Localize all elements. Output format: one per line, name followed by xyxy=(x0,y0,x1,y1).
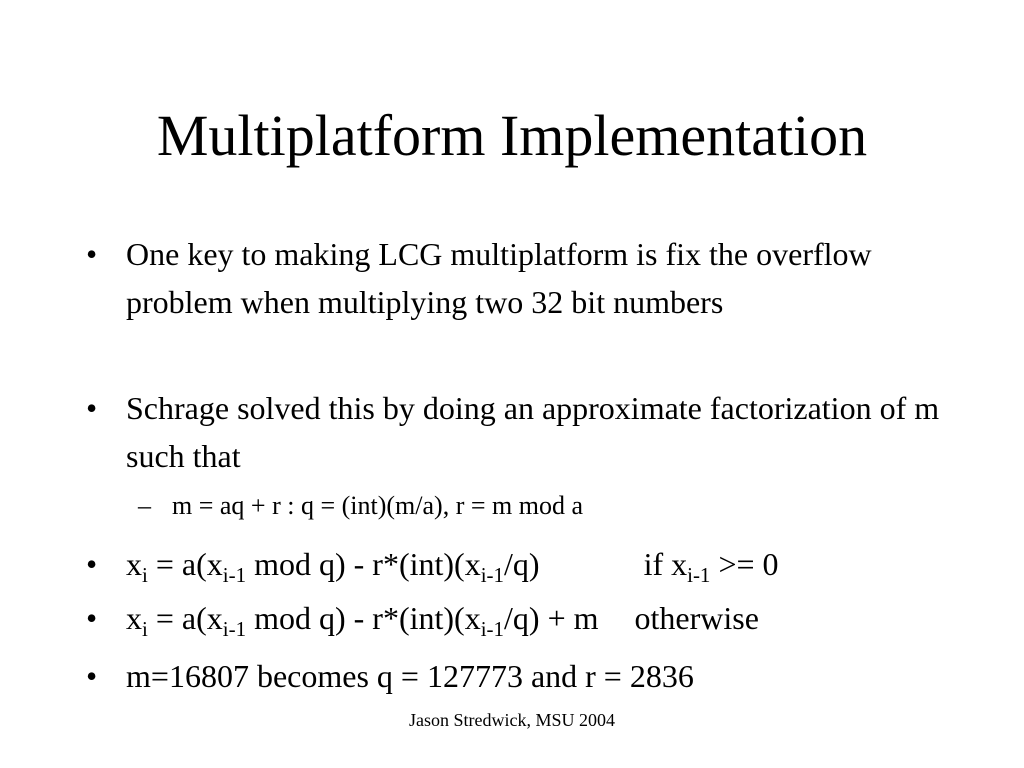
slide-title: Multiplatform Implementation xyxy=(156,103,868,168)
sub-bullet-marker: – xyxy=(138,491,151,520)
subscript-i-1: i-1 xyxy=(222,563,247,587)
subscript-i-1: i-1 xyxy=(480,617,505,641)
condition-text: otherwise xyxy=(634,600,759,636)
var-x: x xyxy=(126,600,142,636)
bullet-marker: • xyxy=(86,546,98,582)
subscript-i-1: i-1 xyxy=(480,563,505,587)
formula-text xyxy=(126,594,946,642)
sub-bullet-text: m = aq + r : q = (int)(m/a), r = m mod a xyxy=(172,491,584,520)
formula-part: = a(x xyxy=(147,600,223,636)
bullet-marker: • xyxy=(86,390,98,426)
subscript-i: i xyxy=(142,617,148,641)
formula-text xyxy=(126,540,946,588)
bullet-marker: • xyxy=(86,600,98,636)
var-x: x xyxy=(126,546,142,582)
subscript-i-1: i-1 xyxy=(222,617,247,641)
formula-part: mod q) - r*(int)(x xyxy=(246,600,481,636)
formula-part: mod q) - r*(int)(x xyxy=(246,546,481,582)
slide-footer: Jason Stredwick, MSU 2004 xyxy=(409,710,615,730)
bullet-marker: • xyxy=(86,236,98,272)
subscript-i-1: i-1 xyxy=(687,563,711,587)
condition-text: if x xyxy=(643,546,688,582)
bullet-marker: • xyxy=(86,658,98,694)
formula-part: = a(x xyxy=(147,546,223,582)
bullet-text: One key to making LCG multiplatform is fix the overflow problem when multiplying two 32 bit numbers xyxy=(126,236,872,320)
bullet-text: m=16807 becomes q = 127773 and r = 2836 xyxy=(126,658,694,694)
subscript-i: i xyxy=(142,563,148,587)
condition-text: >= 0 xyxy=(710,546,779,582)
formula-part: /q) xyxy=(504,546,540,582)
formula-part: /q) + m xyxy=(504,600,599,636)
bullet-text: Schrage solved this by doing an approximate factorization of m such that xyxy=(126,390,940,474)
